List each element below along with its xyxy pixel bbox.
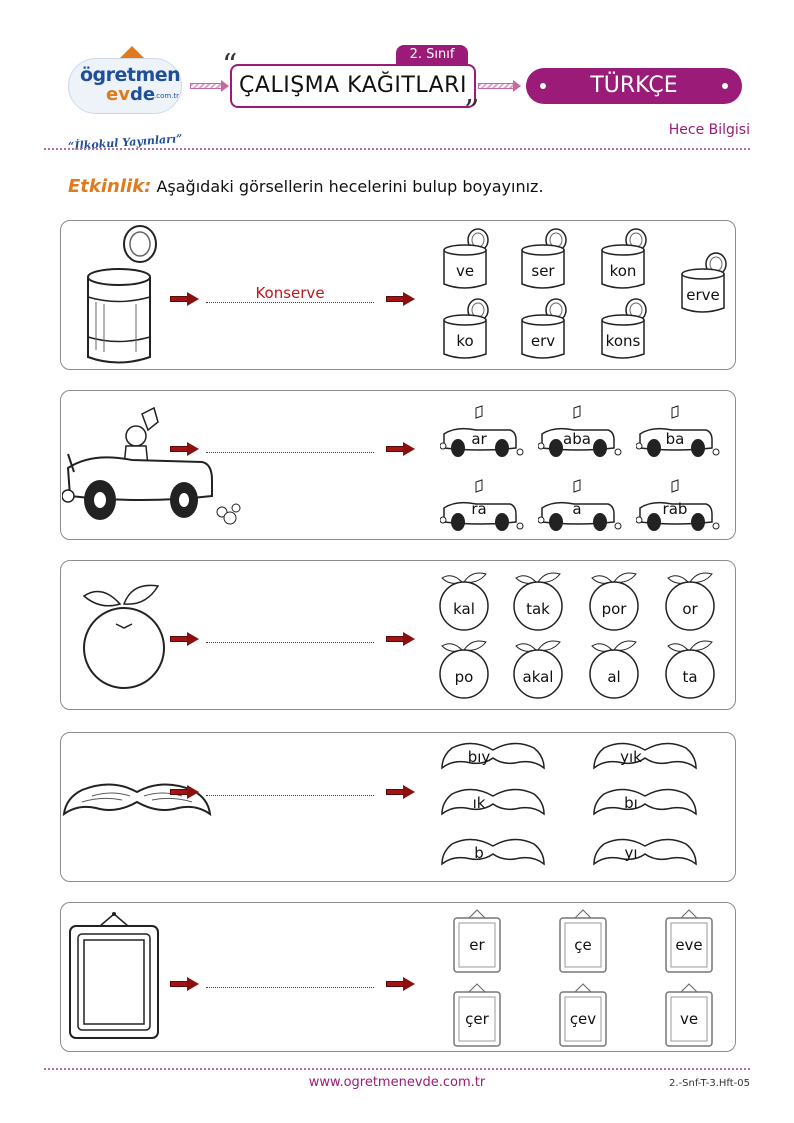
syllable-text: çe bbox=[574, 936, 592, 954]
syllable-text: ba bbox=[665, 430, 685, 448]
logo-tagline: “İlkokul Yayınları” bbox=[67, 132, 183, 153]
syllable-chip[interactable] bbox=[584, 636, 648, 704]
answer-line bbox=[206, 452, 374, 453]
logo-text-ev: ev bbox=[106, 84, 130, 105]
header-divider bbox=[44, 148, 750, 150]
syllable-chip[interactable] bbox=[598, 298, 650, 366]
syllable-chip[interactable] bbox=[660, 636, 724, 704]
orange-icon bbox=[80, 576, 172, 696]
arrow-right-icon bbox=[170, 294, 200, 304]
syllable-text: al bbox=[607, 668, 621, 686]
syllable-chip[interactable] bbox=[558, 982, 608, 1052]
syllable-chip[interactable] bbox=[584, 568, 648, 636]
can-small-icon bbox=[678, 252, 730, 316]
answer-line bbox=[206, 302, 374, 303]
syllable-text: a bbox=[572, 500, 582, 518]
syllable-chip[interactable] bbox=[598, 228, 650, 296]
syllable-text: ık bbox=[472, 794, 486, 812]
logo-text-de: de bbox=[129, 84, 156, 105]
syllable-chip[interactable] bbox=[440, 834, 546, 880]
syllable-chip[interactable] bbox=[518, 228, 570, 296]
bullet-icon bbox=[722, 83, 728, 89]
frame-icon bbox=[66, 910, 162, 1042]
syllable-text: tak bbox=[526, 600, 550, 618]
open-quote-icon: “ bbox=[222, 48, 238, 83]
syllable-chip[interactable] bbox=[452, 908, 502, 978]
syllable-chip[interactable] bbox=[660, 568, 724, 636]
can-small-icon bbox=[440, 228, 492, 292]
arrow-right-icon bbox=[170, 787, 200, 797]
arrow-right-icon bbox=[170, 444, 200, 454]
house-roof-icon bbox=[120, 46, 144, 58]
can-small-icon bbox=[518, 298, 570, 362]
logo bbox=[62, 40, 190, 153]
arrow-right-icon bbox=[386, 979, 416, 989]
arrow-right-icon bbox=[386, 634, 416, 644]
syllable-text: çev bbox=[569, 1010, 597, 1028]
syllable-chip[interactable] bbox=[664, 908, 714, 978]
syllable-chip[interactable] bbox=[558, 908, 608, 978]
syllable-text: ta bbox=[682, 668, 698, 686]
syllable-chip[interactable] bbox=[678, 252, 730, 320]
instruction-lead: Etkinlik: bbox=[68, 176, 152, 197]
syllable-chip[interactable] bbox=[440, 404, 524, 462]
syllable-text: ar bbox=[471, 430, 487, 448]
syllable-chip[interactable] bbox=[636, 404, 720, 462]
syllable-chip[interactable] bbox=[434, 636, 498, 704]
footer-code: 2.-Snf-T-3.Hft-05 bbox=[669, 1078, 750, 1089]
syllable-text: rab bbox=[662, 500, 688, 518]
syllable-text: çer bbox=[465, 1010, 489, 1028]
syllable-text: ve bbox=[679, 1010, 699, 1028]
logo-text-evde bbox=[106, 84, 155, 105]
syllable-chip[interactable] bbox=[440, 784, 546, 830]
instruction-text: Aşağıdaki görsellerin hecelerini bulup boyayınız. bbox=[156, 177, 544, 196]
syllable-chip[interactable] bbox=[440, 478, 524, 536]
syllable-chip[interactable] bbox=[434, 568, 498, 636]
syllable-text: ra bbox=[471, 500, 487, 518]
syllable-text: kon bbox=[609, 262, 637, 280]
syllable-text: er bbox=[469, 936, 485, 954]
answer-line bbox=[206, 987, 374, 988]
syllable-text: or bbox=[682, 600, 698, 618]
syllable-chip[interactable] bbox=[592, 784, 698, 830]
arrow-right-icon bbox=[386, 787, 416, 797]
syllable-text: bı bbox=[624, 794, 638, 812]
syllable-text: bıy bbox=[467, 748, 491, 766]
subject-badge bbox=[526, 68, 742, 104]
topic-label: Hece Bilgisi bbox=[668, 122, 750, 138]
syllable-chip[interactable] bbox=[440, 738, 546, 784]
syllable-text: ser bbox=[531, 262, 555, 280]
syllable-chip[interactable] bbox=[518, 298, 570, 366]
instruction bbox=[68, 176, 544, 197]
can-small-icon bbox=[440, 298, 492, 362]
page-title: ÇALIŞMA KAĞITLARI bbox=[230, 64, 476, 108]
syllable-text: erv bbox=[530, 332, 556, 350]
syllable-chip[interactable] bbox=[538, 478, 622, 536]
logo-text-com: .com.tr bbox=[154, 92, 180, 100]
syllable-chip[interactable] bbox=[636, 478, 720, 536]
syllable-chip[interactable] bbox=[508, 568, 572, 636]
syllable-chip[interactable] bbox=[664, 982, 714, 1052]
syllable-text: por bbox=[601, 600, 627, 618]
can-small-icon bbox=[598, 298, 650, 362]
syllable-text: kons bbox=[605, 332, 641, 350]
answer-line bbox=[206, 642, 374, 643]
syllable-text: kal bbox=[453, 600, 475, 618]
syllable-chip[interactable] bbox=[508, 636, 572, 704]
syllable-text: po bbox=[454, 668, 474, 686]
syllable-text: eve bbox=[675, 936, 703, 954]
syllable-text: yık bbox=[620, 748, 642, 766]
arrow-right-icon bbox=[386, 444, 416, 454]
arrow-right-icon bbox=[386, 294, 416, 304]
bullet-icon bbox=[540, 83, 546, 89]
subject-label: TÜRKÇE bbox=[590, 73, 678, 98]
syllable-text: akal bbox=[522, 668, 554, 686]
close-quote-icon: ” bbox=[464, 94, 480, 129]
syllable-chip[interactable] bbox=[440, 228, 492, 296]
can-small-icon bbox=[518, 228, 570, 292]
arrow-right-icon bbox=[170, 979, 200, 989]
grade-label: 2. Sınıf bbox=[396, 45, 468, 64]
syllable-text: ko bbox=[456, 332, 474, 350]
footer-divider bbox=[44, 1068, 750, 1070]
syllable-text: erve bbox=[686, 286, 720, 304]
syllable-text: ve bbox=[455, 262, 475, 280]
arrow-right-icon bbox=[170, 634, 200, 644]
can-small-icon bbox=[598, 228, 650, 292]
logo-text-ogretmen: ögretmen bbox=[80, 64, 181, 86]
can-icon bbox=[80, 222, 160, 368]
syllable-text: yı bbox=[624, 844, 638, 862]
syllable-chip[interactable] bbox=[592, 834, 698, 880]
syllable-text: b bbox=[474, 844, 484, 862]
answer-text: Konserve bbox=[255, 284, 325, 302]
header-arrow-right-icon bbox=[478, 80, 522, 92]
car-icon bbox=[62, 400, 242, 530]
syllable-chip[interactable] bbox=[452, 982, 502, 1052]
answer-line bbox=[206, 795, 374, 796]
footer-website[interactable]: www.ogretmenevde.com.tr bbox=[308, 1075, 486, 1090]
syllable-text: aba bbox=[563, 430, 591, 448]
syllable-chip[interactable] bbox=[440, 298, 492, 366]
syllable-chip[interactable] bbox=[592, 738, 698, 784]
syllable-chip[interactable] bbox=[538, 404, 622, 462]
